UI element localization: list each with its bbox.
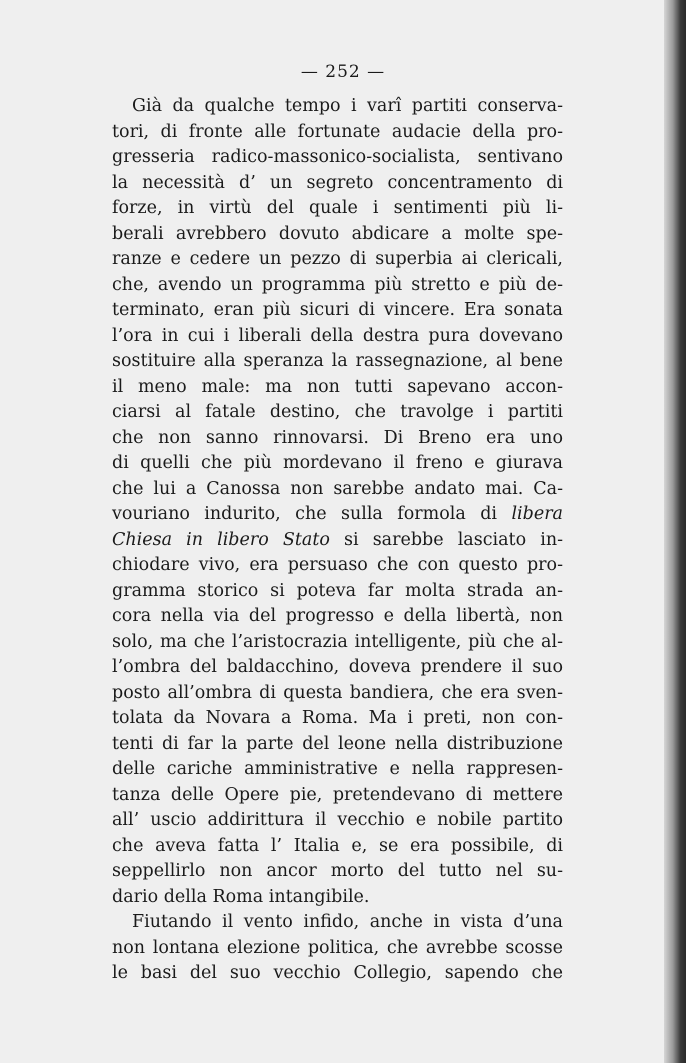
text-segment: Già da qualche tempo i varî partiti conserva- [132, 96, 563, 116]
text-segment: chiodare vivo, era persuaso che con questo pro- [112, 555, 563, 575]
text-line [112, 528, 563, 554]
text-line [112, 553, 563, 579]
text-line [112, 604, 563, 630]
text-line [112, 375, 563, 401]
text-segment: all’ uscio addirittura il vecchio e nobile partito [112, 810, 563, 830]
text-line [112, 222, 563, 248]
text-line [112, 400, 563, 426]
text-segment: che, avendo un programma più stretto e più de- [112, 274, 563, 295]
text-segment: il meno male: ma non tutti sapevano accon- [112, 376, 563, 397]
text-line [112, 936, 563, 962]
text-line [112, 349, 563, 375]
text-line [112, 910, 563, 936]
text-segment: cora nella via del progresso e della libertà, non [112, 606, 563, 626]
page-number: — 252 — [300, 62, 386, 82]
text-segment: forze, in virtù del quale i sentimenti più li- [112, 198, 563, 218]
text-line [112, 732, 563, 758]
text-segment: che aveva fatta l’ Italia e, se era possibile, di [112, 835, 563, 856]
text-line [112, 273, 563, 299]
text-segment: tori, di fronte alle fortunate audacie della pro- [112, 121, 563, 142]
text-segment: che lui a Canossa non sarebbe andato mai. Ca- [112, 478, 563, 499]
text-segment: delle cariche amministrative e nella rappresen- [112, 759, 563, 779]
text-segment: gresseria radico-massonico-socialista, sentivano [112, 147, 563, 167]
text-segment: la necessità d’ un segreto concentramento di [112, 172, 563, 193]
text-segment: tenti di far la parte del leone nella distribuzione [112, 733, 563, 754]
text-line [112, 426, 563, 452]
text-line [112, 120, 563, 146]
text-line [112, 145, 563, 171]
text-line [112, 808, 563, 834]
text-line [112, 783, 563, 809]
page-binding-edge [664, 0, 686, 1063]
text-segment: ranze e cedere un pezzo di superbia ai clericali, [112, 249, 563, 269]
text-line [112, 885, 563, 911]
text-segment: l’ora in cui i liberali della destra pura dovevano [112, 325, 563, 346]
text-segment: dario della Roma intangibile. [112, 886, 370, 907]
text-segment: non lontana elezione politica, che avrebbe scosse [112, 937, 563, 958]
text-segment: ciarsi al fatale destino, che travolge i partiti [112, 402, 563, 422]
text-line [112, 298, 563, 324]
text-segment: le basi del suo vecchio Collegio, sapendo che [112, 963, 563, 983]
italic-text: Chiesa in libero Stato [112, 529, 330, 550]
text-segment: vouriano indurito, che sulla formola di [112, 504, 512, 524]
text-line [112, 247, 563, 273]
text-line [112, 171, 563, 197]
text-segment: l’ombra del baldacchino, doveva prendere il suo [112, 657, 563, 677]
italic-text: libera [511, 504, 563, 524]
text-line [112, 655, 563, 681]
text-segment: solo, ma che l’aristocrazia intelligente, più che al- [112, 631, 563, 652]
text-segment: Fiutando il vento infido, anche in vista d’una [132, 912, 563, 932]
text-line [112, 681, 563, 707]
text-segment: di quelli che più mordevano il freno e giurava [112, 453, 563, 473]
text-line [112, 834, 563, 860]
text-segment: si sarebbe lasciato in- [329, 529, 564, 550]
text-line [112, 477, 563, 503]
text-line [112, 757, 563, 783]
text-line [112, 579, 563, 605]
text-segment: tolata da Novara a Roma. Ma i preti, non con- [112, 708, 563, 728]
body-text [112, 94, 563, 987]
text-line [112, 196, 563, 222]
text-line [112, 630, 563, 656]
text-line [112, 859, 563, 885]
text-line [112, 961, 563, 987]
text-line [112, 451, 563, 477]
text-segment: tanza delle Opere pie, pretendevano di mettere [112, 784, 563, 805]
text-line [112, 706, 563, 732]
text-segment: terminato, eran più sicuri di vincere. Era sonata [112, 300, 563, 320]
text-line [112, 94, 563, 120]
text-line [112, 502, 563, 528]
text-segment: gramma storico si poteva far molta strada an- [112, 580, 563, 601]
text-segment: seppellirlo non ancor morto del tutto nel su- [112, 861, 563, 881]
text-segment: posto all’ombra di questa bandiera, che era sven- [112, 682, 563, 703]
text-segment: berali avrebbero dovuto abdicare a molte spe- [112, 223, 563, 244]
text-segment: che non sanno rinnovarsi. Di Breno era uno [112, 427, 563, 448]
text-segment: sostituire alla speranza la rassegnazione, al bene [112, 351, 563, 371]
text-line [112, 324, 563, 350]
